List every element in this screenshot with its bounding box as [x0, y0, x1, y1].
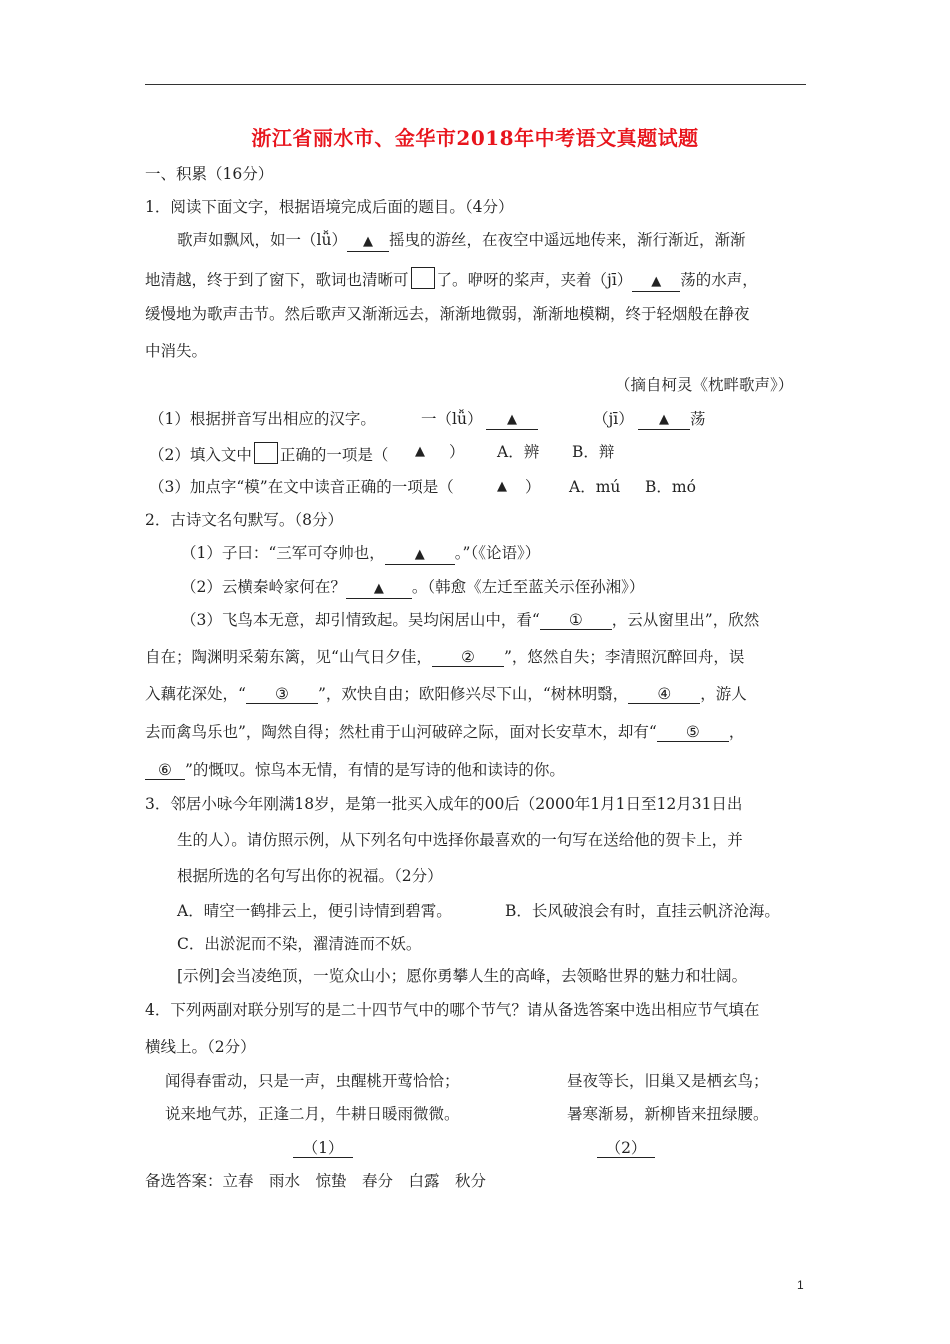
q1-sub1: （1）根据拼音写出相应的汉字。 一（lǚ） ▲ （jī） ▲ 荡	[149, 410, 706, 428]
q1-passage-line: 中消失。	[145, 342, 208, 360]
q2-line: （1）子曰：“三军可夺帅也， ▲ 。”（《论语》）	[181, 543, 540, 565]
answer-blank[interactable]: ①	[540, 611, 612, 630]
answer-blank[interactable]: ④	[628, 685, 700, 704]
q2-line: 去而禽鸟乐也”，陶然自得；然杜甫于山河破碎之际，面对长安草木，却有“ ⑤ ，	[145, 723, 745, 741]
header-rule	[145, 84, 806, 85]
q1-sub3: （3）加点字“模”在文中读音正确的一项是（ ▲ ） A．mú B．mó	[149, 478, 696, 496]
answer-blank[interactable]: ▲	[486, 409, 538, 430]
q3-example: [示例]会当凌绝顶，一览众山小；愿你勇攀人生的高峰，去领略世界的魅力和壮阔。	[177, 967, 748, 985]
q3-text: 生的人）。请仿照示例，从下列名句中选择你最喜欢的一句写在送给他的贺卡上，并	[177, 831, 743, 849]
option[interactable]: A．辨	[497, 443, 540, 461]
q1-heading: 1．阅读下面文字，根据语境完成后面的题目。（4分）	[145, 198, 514, 216]
fill-box[interactable]	[411, 267, 435, 289]
page-title: 浙江省丽水市、金华市2018年中考语文真题试题	[251, 126, 699, 150]
q3-text: 根据所选的名句写出你的祝福。（2分）	[177, 867, 443, 885]
answer-blank[interactable]: ▲	[638, 409, 690, 430]
q2-heading: 2．古诗文名句默写。（8分）	[145, 511, 343, 529]
q3-option-a[interactable]: A．晴空一鹤排云上，便引诗情到碧霄。	[177, 902, 452, 920]
blank-2[interactable]: ▲	[632, 271, 680, 292]
q4-heading: 4．下列两副对联分别写的是二十四节气中的哪个节气？请从备选答案中选出相应节气填在	[145, 1001, 760, 1019]
couplet-1-line: 说来地气苏，正逢二月，牛耕日暖雨微微。	[165, 1105, 460, 1123]
q3-heading: 3．邻居小咏今年刚满18岁，是第一批买入成年的00后（2000年1月1日至12月31日出	[145, 795, 743, 813]
q1-passage-line: 地清越，终于到了窗下，歌词也清晰可 了。咿呀的桨声，夹着（jī） ▲ 荡的水声，	[145, 267, 758, 292]
q2-line: （2）云横秦岭家何在？ ▲ 。（韩愈《左迁至蓝关示侄孙湘》）	[181, 577, 644, 599]
q1-passage-line: 缓慢地为歌声击节。然后歌声又渐渐远去，渐渐地微弱，渐渐地模糊，终于轻烟般在静夜	[145, 305, 750, 323]
q2-line: （3）飞鸟本无意，却引情致起。吴均闲居山中，看“ ① ，云从窗里出”，欣然	[181, 611, 760, 629]
page-number: 1	[797, 1278, 804, 1292]
couplet-2-line: 暑寒渐易，新柳皆来扭绿腰。	[567, 1105, 769, 1123]
option[interactable]: A．mú	[569, 478, 621, 496]
q2-line: 入藕花深处，“ ③ ”，欢快自由；欧阳修兴尽下山，“树林明翳， ④ ，游人	[145, 685, 747, 703]
fill-box	[254, 442, 278, 464]
q2-line: ⑥ ”的慨叹。惊鸟本无情，有情的是写诗的他和读诗的你。	[145, 760, 565, 780]
q1-sub2: （2）填入文中 正确的一项是（ ▲ ） A．辨 B．辩	[149, 443, 615, 464]
answer-blank[interactable]: ⑤	[657, 723, 729, 742]
answer-blank-1[interactable]: （1）	[293, 1139, 353, 1158]
section-heading: 一、积累（16分）	[145, 165, 274, 183]
answer-blank[interactable]: ▲	[385, 544, 455, 565]
q4-options: 备选答案：立春 雨水 惊蛰 春分 白露 秋分	[145, 1172, 487, 1190]
option[interactable]: B．mó	[645, 478, 696, 496]
q4-text: 横线上。（2分）	[145, 1038, 256, 1056]
q1-source: （摘自柯灵《枕畔歌声》）	[615, 376, 794, 394]
blank-1[interactable]: ▲	[347, 231, 389, 252]
q3-option-c[interactable]: C．出淤泥而不染，濯清涟而不妖。	[177, 935, 422, 953]
option[interactable]: B．辩	[572, 443, 615, 461]
q2-line: 自在；陶渊明采菊东篱，见“山气日夕佳， ② ”，悠然自失；李清照沉醉回舟，误	[145, 648, 745, 666]
couplet-1-line: 闻得春雷动，只是一声，虫醒桃开莺恰恰；	[165, 1072, 460, 1090]
couplet-2-line: 昼夜等长，旧巢又是栖玄鸟；	[567, 1072, 769, 1090]
answer-blank[interactable]: ▲	[346, 578, 412, 599]
q3-option-b[interactable]: B．长风破浪会有时，直挂云帆济沧海。	[505, 902, 780, 920]
q1-passage-line: 歌声如飘风，如一（lǚ） ▲ 摇曳的游丝，在夜空中遥远地传来，渐行渐近，渐渐	[177, 230, 745, 252]
answer-blank-2[interactable]: （2）	[597, 1139, 655, 1158]
answer-blank[interactable]: ③	[246, 685, 318, 704]
answer-blank[interactable]: ⑥	[145, 761, 185, 780]
answer-blank[interactable]: ②	[432, 648, 504, 667]
